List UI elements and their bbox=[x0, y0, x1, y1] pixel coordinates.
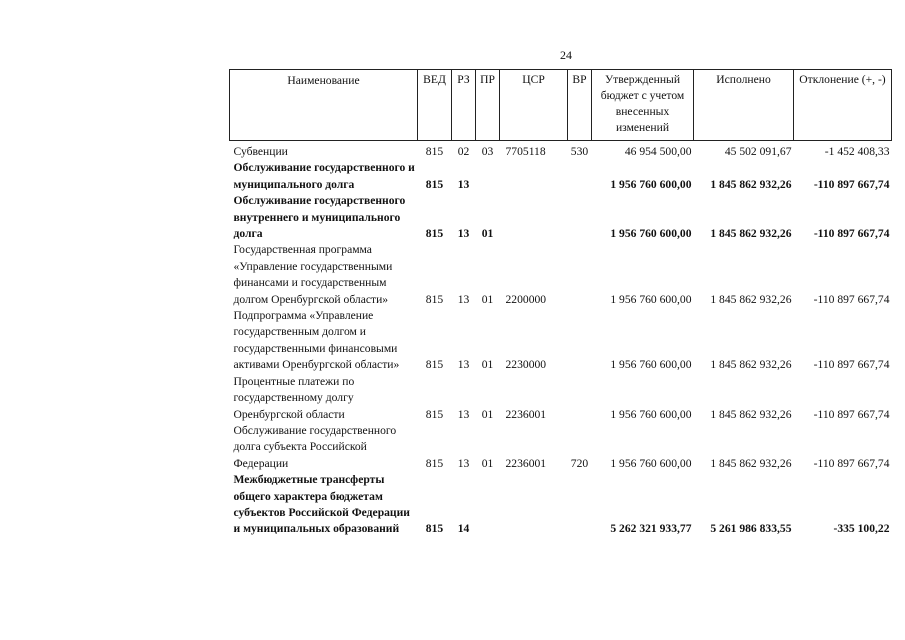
cell-vr bbox=[568, 308, 592, 374]
cell-pr: 01 bbox=[481, 358, 494, 372]
cell-rz: 13 bbox=[457, 407, 470, 421]
cell-approved: 1 956 760 600,00 bbox=[610, 358, 692, 372]
cell-pr: 01 bbox=[481, 292, 494, 306]
cell-vr bbox=[568, 374, 592, 423]
cell-executed: 1 845 862 932,26 bbox=[710, 456, 792, 470]
table-row bbox=[230, 423, 892, 472]
cell-vr bbox=[568, 193, 592, 242]
header-name: Наименование bbox=[230, 70, 418, 141]
cell-name: Обслуживание государственного и муниципального долга bbox=[233, 161, 415, 191]
header-vr: ВР bbox=[568, 70, 592, 141]
table-header bbox=[230, 70, 892, 141]
cell-deviation: -110 897 667,74 bbox=[813, 177, 890, 191]
cell-rz: 13 bbox=[457, 358, 470, 372]
cell-rz: 13 bbox=[457, 292, 470, 306]
cell-approved: 1 956 760 600,00 bbox=[610, 407, 692, 421]
budget-table bbox=[229, 69, 892, 538]
cell-executed: 5 261 986 833,55 bbox=[710, 522, 792, 536]
cell-ved: 815 bbox=[425, 407, 444, 421]
cell-ved: 815 bbox=[425, 358, 444, 372]
cell-rz: 13 bbox=[457, 177, 470, 191]
cell-pr: 01 bbox=[481, 407, 494, 421]
cell-deviation: -1 452 408,33 bbox=[824, 145, 890, 158]
cell-ved: 815 bbox=[425, 456, 444, 470]
header-executed: Исполнено bbox=[694, 70, 794, 141]
table-row bbox=[230, 193, 892, 242]
cell-pr: 03 bbox=[481, 145, 494, 158]
cell-ved: 815 bbox=[425, 227, 444, 241]
table-row bbox=[230, 160, 892, 193]
cell-name: Подпрограмма «Управление государственным долгом и государственными финансовыми активами Оренбургской области» bbox=[233, 309, 400, 372]
cell-csr: 2236001 bbox=[505, 456, 547, 470]
cell-approved: 1 956 760 600,00 bbox=[610, 292, 692, 306]
header-pr: ПР bbox=[476, 70, 500, 141]
cell-ved: 815 bbox=[425, 177, 444, 191]
cell-executed: 1 845 862 932,26 bbox=[710, 407, 792, 421]
cell-vr bbox=[568, 160, 592, 193]
cell-pr: 01 bbox=[481, 456, 494, 470]
cell-vr bbox=[568, 472, 592, 538]
cell-name: Межбюджетные трансферты общего характера бюджетам субъектов Российской Федерации и муниципальных образований bbox=[233, 473, 410, 536]
cell-deviation: -110 897 667,74 bbox=[813, 227, 890, 241]
table-row bbox=[230, 472, 892, 538]
cell-name: Обслуживание государственного внутреннего и муниципального долга bbox=[233, 194, 406, 241]
cell-deviation: -335 100,22 bbox=[833, 522, 890, 536]
cell-csr: 2200000 bbox=[505, 292, 547, 306]
cell-approved: 1 956 760 600,00 bbox=[610, 177, 692, 191]
cell-deviation: -110 897 667,74 bbox=[813, 407, 890, 421]
table-row bbox=[230, 308, 892, 374]
cell-pr bbox=[476, 472, 500, 538]
table-row bbox=[230, 141, 892, 161]
cell-deviation: -110 897 667,74 bbox=[813, 358, 890, 372]
cell-vr bbox=[568, 242, 592, 308]
cell-ved: 815 bbox=[425, 522, 444, 536]
cell-executed: 1 845 862 932,26 bbox=[710, 292, 792, 306]
cell-name: Субвенции bbox=[233, 145, 288, 158]
cell-approved: 46 954 500,00 bbox=[624, 145, 692, 158]
cell-executed: 1 845 862 932,26 bbox=[710, 227, 792, 241]
cell-csr bbox=[500, 472, 568, 538]
cell-rz: 02 bbox=[457, 145, 470, 158]
cell-csr bbox=[500, 160, 568, 193]
cell-name: Процентные платежи по государственному долгу Оренбургской области bbox=[233, 374, 355, 421]
cell-name: Обслуживание государственного долга субъекта Российской Федерации bbox=[233, 423, 397, 470]
cell-vr: 530 bbox=[570, 145, 589, 158]
cell-executed: 45 502 091,67 bbox=[724, 145, 792, 158]
cell-executed: 1 845 862 932,26 bbox=[710, 177, 792, 191]
table-row bbox=[230, 374, 892, 423]
header-csr: ЦСР bbox=[500, 70, 568, 141]
cell-ved: 815 bbox=[425, 145, 444, 158]
cell-pr bbox=[476, 160, 500, 193]
table-row bbox=[230, 242, 892, 308]
page-number: 24 bbox=[560, 48, 572, 62]
cell-rz: 13 bbox=[457, 456, 470, 470]
cell-csr bbox=[500, 193, 568, 242]
cell-name: Государственная программа «Управление государственными финансами и государственным долгом Оренбургской области» bbox=[233, 243, 393, 306]
header-rz: РЗ bbox=[452, 70, 476, 141]
cell-rz: 14 bbox=[457, 522, 470, 536]
cell-deviation: -110 897 667,74 bbox=[813, 456, 890, 470]
cell-csr: 2236001 bbox=[505, 407, 547, 421]
cell-approved: 1 956 760 600,00 bbox=[610, 227, 692, 241]
header-ved: ВЕД bbox=[418, 70, 452, 141]
cell-approved: 1 956 760 600,00 bbox=[610, 456, 692, 470]
cell-approved: 5 262 321 933,77 bbox=[610, 522, 692, 536]
cell-csr: 7705118 bbox=[505, 145, 546, 158]
cell-pr: 01 bbox=[481, 227, 494, 241]
cell-executed: 1 845 862 932,26 bbox=[710, 358, 792, 372]
cell-vr: 720 bbox=[570, 456, 589, 470]
cell-deviation: -110 897 667,74 bbox=[813, 292, 890, 306]
cell-ved: 815 bbox=[425, 292, 444, 306]
cell-rz: 13 bbox=[457, 227, 470, 241]
header-deviation: Отклонение (+, -) bbox=[794, 70, 892, 141]
header-approved: Утвержденный бюджет с учетом внесенных изменений bbox=[592, 70, 694, 141]
cell-csr: 2230000 bbox=[505, 358, 547, 372]
